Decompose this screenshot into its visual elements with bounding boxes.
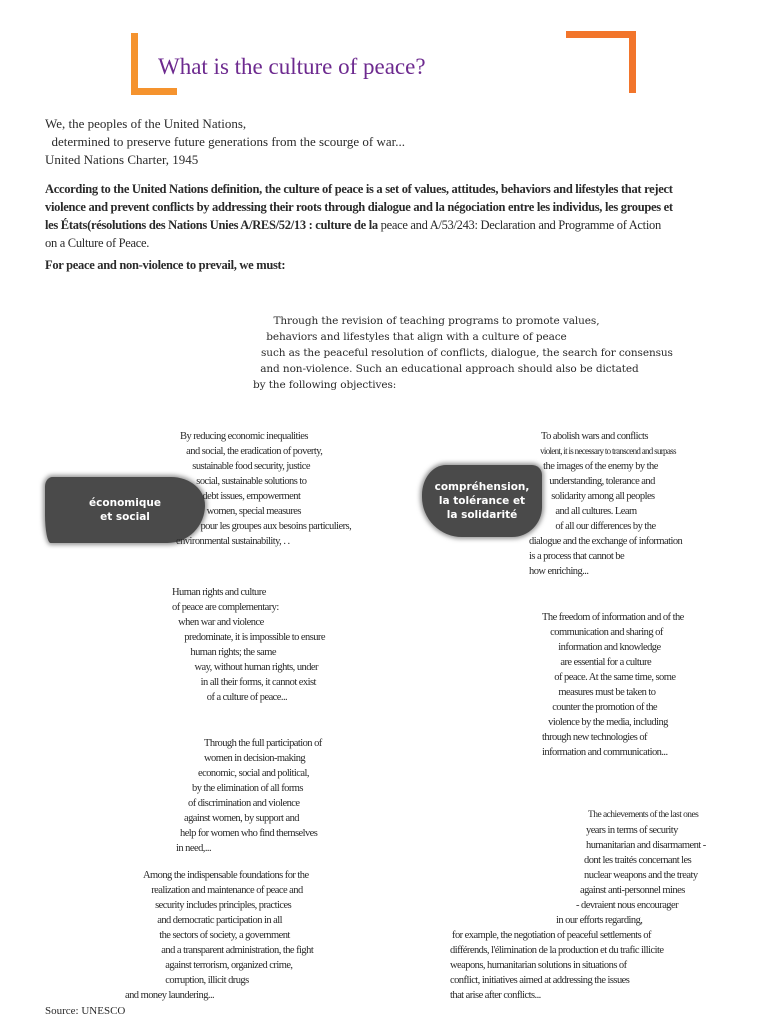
block-line: information and knowledge [550,642,661,653]
source-credit: Source: UNESCO [45,1005,126,1017]
corner-bracket-top-right-side [629,31,636,93]
intro-line: by the following objectives: [253,379,397,391]
block-line: through new technologies of [542,732,647,743]
badge-line: et social [100,511,150,523]
block-line: against anti-personnel mines [580,885,685,896]
charter-quote [45,115,405,169]
block-line: information and communication... [542,747,668,758]
quote-line: United Nations Charter, 1945 [45,152,199,167]
block-line: against terrorism, organized crime, [157,960,293,971]
block-line: women in decision-making [204,753,306,764]
block-line: nuclear weapons and the treaty [584,870,698,881]
definition-plain: peace and A/53/243: Declaration and Programme of Action on a Culture of Peace. [45,218,661,250]
quote-line: We, the peoples of the United Nations, [45,116,247,131]
corner-bracket-top-left-base [131,88,177,95]
block-line: security includes principles, practices [151,900,292,911]
block-line: how enriching... [529,566,589,577]
intro-line: and non-violence. Such an educational approach should also be dictated [257,363,639,375]
corner-bracket-top-right [566,31,636,38]
block-line: that arise after conflicts... [450,990,541,1001]
block-line: and all cultures. Learn [545,506,637,517]
economic-block [176,429,351,549]
badge-line: compréhension, [434,481,530,493]
block-line: violent, it is necessary to transcend and surpass [537,446,676,456]
block-line: environmental sustainability, . . [176,536,290,547]
block-line: and democratic participation in all [151,915,283,926]
block-line: by the elimination of all forms [192,783,303,794]
block-line: help for women who find themselves [180,828,318,839]
block-line: Human rights and culture [172,587,266,598]
block-line: of peace. At the same time, some [546,672,676,683]
block-line: and social, the eradication of poverty, [182,446,323,457]
block-line: measures must be taken to [548,687,656,698]
block-line: To abolish wars and conflicts [541,431,648,442]
tolerance-solidarity-badge [422,465,542,537]
block-line: By reducing economic inequalities [180,431,308,442]
block-line: sustainable food security, justice [184,461,310,472]
block-line: years in terms of security [586,825,678,836]
block-line: are essential for a culture [550,657,652,668]
intro-line: Through the revision of teaching programs to promote values, [267,315,600,327]
quote-line: determined to preserve future generations from the scourge of war... [45,134,406,149]
badge-line: la solidarité [446,509,518,521]
information-block [542,610,684,760]
block-line: weapons, humanitarian solutions in situations of [450,960,627,971]
badge-line: économique [89,497,161,509]
security-block [448,808,706,1003]
block-line: pour les groupes aux besoins particuliers, [188,521,352,532]
block-line: différends, l'élimination de la production et du trafic illicite [450,945,664,956]
block-line: social, sustainable solutions to [188,476,307,487]
block-line: violence by the media, including [544,717,668,728]
block-line: and a transparent administration, the fight [153,945,314,956]
block-line: the images of the enemy by the [539,461,658,472]
block-line: humanitarian and disarmament - [586,840,706,851]
foundations-block [125,868,313,1003]
block-line: for example, the negotiation of peaceful settlements of [452,930,651,941]
must-heading: For peace and non-violence to prevail, we must: [45,258,286,272]
human-rights-block [170,585,325,705]
definition-paragraph [45,180,675,252]
block-line: of a culture of peace... [186,692,288,703]
block-line: Among the indispensable foundations for the [143,870,309,881]
block-line: The freedom of information and of the [542,612,684,623]
block-line: in all their forms, it cannot exist [182,677,316,688]
block-line: communication and sharing of [546,627,663,638]
block-line: of discrimination and violence [188,798,300,809]
block-line: debt issues, empowerment [190,491,301,502]
block-line: realization and maintenance of peace and [145,885,303,896]
intro-line: behaviors and lifestyles that align with a culture of peace [263,331,567,343]
block-line: when war and violence [174,617,264,628]
block-line: in our efforts regarding, [556,915,643,926]
block-line: The achievements of the last ones [588,810,699,820]
block-line: counter the promotion of the [544,702,658,713]
block-line: conflict, initiatives aimed at addressing the issues [450,975,630,986]
block-line: way, without human rights, under [180,662,318,673]
block-line: women, special measures [190,506,301,517]
block-line: in need,... [176,843,212,854]
block-line: predominate, it is impossible to ensure [176,632,325,643]
block-line: of all our differences by the [545,521,656,532]
intro-paragraph [253,313,673,393]
block-line: solidarity among all peoples [543,491,655,502]
definition-bold: According to the United Nations definition, the culture of peace is a set of values, attitudes, behaviors and lifestyles that reject violence and prevent conflicts by addressing their roots through dialogue and la négociation entre les individus, les groupes et les États(résolutions des Nations Unies A/RES/52/13 : culture de la [45,182,673,232]
block-line: is a process that cannot be [529,551,625,562]
block-line: human rights; the same [180,647,276,658]
block-line: corruption, illicit drugs [157,975,249,986]
block-line: dont les traités concernant les [584,855,692,866]
intro-line: such as the peaceful resolution of conflicts, dialogue, the search for consensus [261,347,673,359]
block-line: economic, social and political, [198,768,309,779]
page-title: What is the culture of peace? [158,54,426,79]
block-line: of peace are complementary: [172,602,279,613]
badge-line: la tolérance et [438,495,526,507]
women-block [174,736,322,856]
wars-block [527,429,682,579]
block-line: - devraient nous encourager [576,900,679,911]
block-line: Through the full participation of [204,738,322,749]
block-line: the sectors of society, a government [153,930,290,941]
corner-bracket-top-left [131,33,138,95]
block-line: understanding, tolerance and [543,476,655,487]
block-line: and money laundering... [125,990,215,1001]
block-line: dialogue and the exchange of information [529,536,683,547]
block-line: against women, by support and [184,813,299,824]
